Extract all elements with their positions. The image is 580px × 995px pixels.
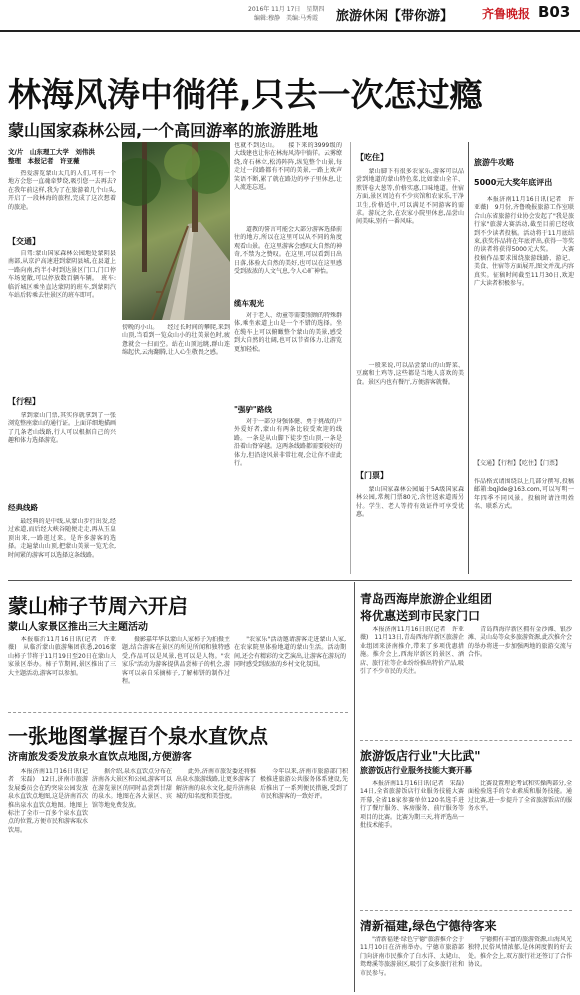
cable-car-heading: 缆车观光 xyxy=(234,299,264,308)
ticket-text: 蒙山国家森林公园属于5A级国家森林公园,常规门票80元,含往返索道需另付。学生、老人等持有效证件可享受优惠。 xyxy=(356,486,464,519)
ningde-body-2: 宁德拥有丰富的旅游资源,山海风光独特,民俗风情浓郁,是休闲度假的好去处。推介会上,双方旅行社还签订了合作协议。 xyxy=(468,936,572,969)
header-rule xyxy=(0,30,580,32)
side-submit-text: 作品格式请围绕以上几部分撰写,投稿邮箱:bqjlde@163.com,可以写明一年四季不同风景。投稿时请注明姓名、联系方式。 xyxy=(474,478,574,511)
bottom-rule xyxy=(8,580,572,581)
qingdao-body-1: 本报济南11月16日讯(记者 许亚薇) 11月13日,青岛西海岸新区旅游企业组团来济南推介,带来了多项优惠措施。推介会上,西海岸新区的景区、酒店、旅行社等企业纷纷推出特价产品,吸引了不少市民的关注。 xyxy=(360,626,464,676)
persimmon-body-3: "农家乐"活动邀请游客走进蒙山人家,在农家院里体验地道的蒙山生活。活动期间,还会有精彩的文艺演出,让游客在游玩的同时感受到浓浓的乡村文化氛围。 xyxy=(234,636,346,669)
persimmon-body-1: 本报临沂11月16日讯(记者 许亚薇) 从临沂蒙山旅游集团获悉,2016蒙山柿子节将于11月19日至20日在蒙山人家景区举办。柿子节期间,景区推出了三大主题活动,游客可以参加。 xyxy=(8,636,116,677)
eat-stay-heading: 【吃住】 xyxy=(356,153,388,162)
classic-route-text: 最经典的是中线,从蒙山步行出发,经过索道,而后经大峡谷随便走走,再从玉皇顶出来,一路逛过来。是许多游客的选择。走遍蒙山山顶,把蒙山美景一览无余,时间紧的游客可以选择这条线路。 xyxy=(8,518,116,559)
brand-logo: 齐鲁晚报 xyxy=(482,7,531,21)
persimmon-subhead: 蒙山人家景区推出三大主题活动 xyxy=(8,622,148,633)
lead-byline-2: 整理 本报记者 许亚薇 xyxy=(8,157,80,165)
qingdao-body-2: 青岛西海岸新区拥有金沙滩、银沙滩、灵山岛等众多旅游资源,此次推介会的举办将进一步加强两地的旅游交流与合作。 xyxy=(468,626,572,659)
divider-col xyxy=(350,142,351,574)
qingdao-headline: 青岛西海岸旅游企业组团 xyxy=(360,592,493,606)
forest-boardwalk-photo xyxy=(122,142,230,320)
editor-line: 编辑:穆静 美编:马秀霞 xyxy=(254,15,319,22)
eat-stay-text: 蒙山脚下有很多农家乐,游客可以品尝到地道的蒙山特色菜,比如蒙山全羊、煎饼卷大葱等,价格实惠,口味地道。住宿方面,景区周边有不少宾馆和农家乐,干净卫生,价格适中,可以满足不同游客的需求。游玩之余,在农家小院里休息,品尝山间美味,别有一番风味。 xyxy=(356,168,464,226)
ningde-headline: 清新福建,绿色宁德待客来 xyxy=(360,919,497,933)
cable-car-text: 对于老人、幼童等需要照顾的特殊群体,乘坐索道上山是一个不错的选择。坐在缆车上可以俯瞰整个蒙山的美景,感受到大自然的壮阔,也可以节省体力,让游览更加轻松。 xyxy=(234,312,342,353)
classic-route-heading: 经典线路 xyxy=(8,503,38,512)
map-body-2: 据介绍,泉水直饮点分布在济南各大景区和公园,游客可以在游览景区的同时品尝到甘甜的泉水。地图在各大景区、宾馆等地免费发放。 xyxy=(92,768,172,809)
date-line: 2016年 11月 17日 星期四 xyxy=(248,6,325,13)
hotel-subhead: 旅游饭店行业服务技能大赛开幕 xyxy=(360,766,472,775)
section-title: 旅游休闲【带你游】 xyxy=(336,9,454,24)
map-body-3: 此外,济南市旅发委还将推出泉水旅游线路,让更多游客了解济南的泉水文化,提升济南泉城的知名度和美誉度。 xyxy=(176,768,256,801)
lead-byline: 文/片 山东理工大学 刘伟洪 xyxy=(8,148,95,156)
col3-more-text: 道教的誓言可能会大部分游客选择前往的地方,所以在这里可以从不同的角度观看山景。在这里游客会感叹大自然的神奇,不禁为之赞叹。在这里,可以看到日出日落,体验大自然的美好,也可以在这里感受到浓浓的人文气息,令人心旷神怡。 xyxy=(234,226,342,276)
lead-subhead: 蒙山国家森林公园,一个高回游率的旅游胜地 xyxy=(8,121,319,140)
hotel-body-2: 比赛设置理论考试和实操两部分,全面检验选手的专业素质和服务技能。通过比赛,进一步提升了全省旅游饭店的服务水平。 xyxy=(468,780,572,813)
map-headline: 一张地图掌握百个泉水直饮点 xyxy=(8,724,268,748)
qingdao-headline-2: 将优惠送到市民家门口 xyxy=(360,609,481,623)
eat-stay-text-2: 一般来说,可以品尝蒙山的山野菜、豆腐和土鸡等,这些都是当地人喜欢的美食。景区内也有餐厅,方便游客就餐。 xyxy=(356,362,464,386)
section-rule-3 xyxy=(360,910,572,911)
ningde-body-1: "清新福建·绿色宁德"旅游推介会于11月10日在济南举办。宁德市旅游部门向济南市民推介了白水洋、太姥山、鸳鸯溪等旅游景区,吸引了众多旅行社和市民参与。 xyxy=(360,936,464,977)
side-headline: 5000元大奖年底评出 xyxy=(474,178,553,187)
photo-caption-text: 傍晚的小山。 经过长时间的攀爬,来到山顶,当看到一览众山小的壮美景色时,疲惫就会一扫而空。站在山顶远眺,群山连绵起伏,云海翻腾,让人心生敬畏之感。 xyxy=(122,324,230,357)
route-heading: 【行程】 xyxy=(8,397,40,406)
persimmon-body-2: 摄影嘉年华以蒙山人家柿子为拍摄主题,结合游客在景区的所见所闻和独特感受,作品可以是风景,也可以是人物。"农家乐"活动为游客提供品尝柿子的机会,游客可以亲自采摘柿子,了解柿饼的制作过程。 xyxy=(122,636,230,686)
section-rule xyxy=(8,712,348,713)
side-body: 本报济南11月16日讯(记者 许亚薇) 9月份,齐鲁晚报旅游工作室联合山东省旅游行业协会发起了"我是旅行家"旅游大赛活动,截至目前已经收到不少读者投稿。活动将于11月底结束,获奖作品将在年底评出,获得一等奖的读者将获得5000元大奖。 大赛投稿作品要求围绕旅游线路、游记、美食、住宿等方面展开,图文并茂,内容真实。征稿时间截至11月30日,欢迎广大读者积极参与。 xyxy=(474,196,574,288)
persimmon-headline: 蒙山柿子节周六开启 xyxy=(8,594,188,618)
trek-route-text: 对于一部分身强体健、勇于挑战的户外爱好者,蒙山有两条比较受欢迎的线路。一条是从山脚下徒步至山顶,一条是沿着山脊穿越。这两条线路都需要较好的体力,但沿途风景非常壮观,会让你不虚此行。 xyxy=(234,418,342,468)
hotel-headline: 旅游饭店行业"大比武" xyxy=(360,749,481,763)
boardwalk-drawing xyxy=(122,142,230,320)
side-divider xyxy=(468,142,469,574)
map-body-4: 今年以来,济南市旅游部门积极推进旅游公共服务体系建设,先后推出了一系列便民措施,受到了市民和游客的一致好评。 xyxy=(260,768,348,801)
map-subhead: 济南旅发委发放泉水直饮点地图,方便游客 xyxy=(8,752,192,763)
page-number: B03 xyxy=(538,3,571,21)
bottom-divider xyxy=(354,582,355,992)
side-tag: 旅游牛攻略 xyxy=(474,158,514,167)
hotel-body-1: 本报济南11月16日讯(记者 宋磊) 14日,全省旅游饭店行业服务技能大赛开幕,全省18家参赛单位120名选手进行了餐厅服务、客房服务、前厅服务等项目的比赛。比赛为期三天,将评选出一批技术能手。 xyxy=(360,780,464,830)
traffic-text: 自驾:蒙山国家森林公园地处蒙阴县南部,从京沪高速进到蒙阴县城,在县道上一路向南,约半小时到达景区门口,门口停车场宽敞,可以停放数百辆车辆。 班车:临沂城区乘坐直达蒙阴的班车,到蒙阴汽车站后转乘去往景区的班车即可。 xyxy=(8,250,116,300)
trek-route-heading: "强驴"路线 xyxy=(234,405,272,414)
map-body-1: 本报济南11月16日讯(记者 宋磊) 12日,济南市旅游发展委员会在趵突泉公园发放泉水直饮点地图,这是济南首次推出泉水直饮点地图。地图上标注了全市一百多个泉水直饮点的位置,方便市民和游客取水饮用。 xyxy=(8,768,88,834)
lead-intro: 热爱游览蒙山太几的人们,可有一个地方会您一直魂牵梦绕,吸引您一去再去?在我年前这样,我为了在旅游着几个山头,开启了一段林海的旅程,完成了这次想着的旅途。 xyxy=(8,170,116,211)
traffic-heading: 【交通】 xyxy=(8,237,40,246)
side-submit-heading: 【交通】【行程】【吃住】【门票】 xyxy=(474,460,562,467)
col3-top-text: 也就不到达山。 接下来的3999级的大线建也让你在林海风涛中徜徉。云雾缭绕,奇石林立,松涛阵阵,纵览整个山景,每走过一段路都有不同的美景,一路上欢声笑语不断,累了就在路边的亭子里休息,让人流连忘返。 xyxy=(234,142,342,192)
section-rule-2 xyxy=(360,740,572,741)
ticket-heading: 【门票】 xyxy=(356,471,388,480)
route-text: 拿到蒙山门票,其实你就拿到了一张浏览整座蒙山的通行证。上面详细地描画了几条老山线路,行人可以根据自己的兴趣和体力选择游览。 xyxy=(8,412,116,445)
lead-headline: 林海风涛中徜徉,只去一次怎过瘾 xyxy=(8,75,483,114)
